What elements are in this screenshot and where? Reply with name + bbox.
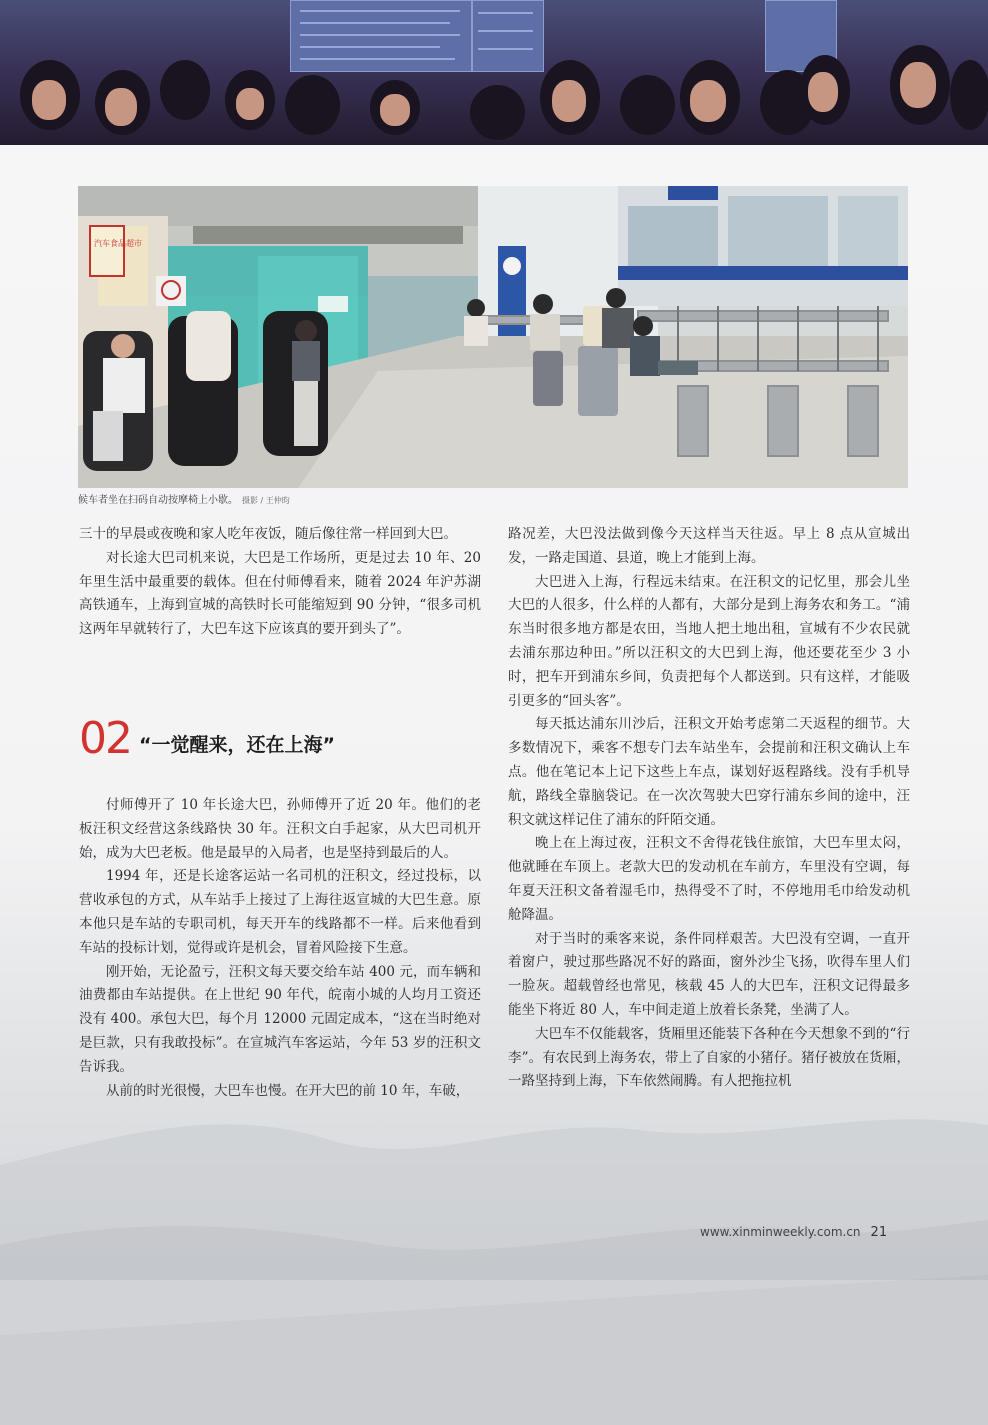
paragraph: 晚上在上海过夜，汪积文不舍得花钱住旅馆，大巴车里太闷，他就睡在车顶上。老款大巴的发动机在车前方，车里没有空调，每年夏天汪积文备着湿毛巾，热得受不了时，不停地用毛巾给发动机舱降温。 xyxy=(508,835,910,923)
section-heading xyxy=(79,714,335,764)
paragraph: 路况差，大巴没法做到像今天这样当天往返。早上 8 点从宣城出发，一路走国道、县道，晚上才能到上海。 xyxy=(508,526,910,566)
left-column xyxy=(79,523,481,642)
paragraph: 大巴进入上海，行程远未结束。在汪积文的记忆里，那会儿坐大巴的人很多，什么样的人都有，大部分是到上海务农和务工。“浦东当时很多地方都是农田，当地人把土地出租，宣城有不少农民就去浦东那边种田。”所以汪积文的大巴到上海，他还要花至少 3 小时，把车开到浦东乡间，负责把每个人都送到。只有这样，才能吸引更多的“回头客”。 xyxy=(508,573,910,709)
waiting-room-photo xyxy=(78,186,908,488)
paragraph: 刚开始，无论盈亏，汪积文每天要交给车站 400 元，而车辆和油费都由车站提供。在上世纪 90 年代，皖南小城的人均月工资还没有 400。承包大巴，每个月 12000 元固定成本，“这在当时绝对是巨款，只有我敢投标”。在宣城汽车客运站，今年 53 岁的汪积文告诉我。 xyxy=(79,963,481,1075)
paragraph: 从前的时光很慢，大巴车也慢。在开大巴的前 10 年，车破， xyxy=(106,1082,470,1099)
website-url: www.xinminweekly.com.cn xyxy=(700,1225,861,1239)
photo-credit: 摄影 / 王仲昀 xyxy=(242,496,290,505)
photo-caption xyxy=(78,491,290,506)
section-number: 02 xyxy=(79,713,131,764)
shop-sign: 汽车食品超市 xyxy=(94,239,142,248)
paragraph: 1994 年，还是长途客运站一名司机的汪积文，经过投标，以营收承包的方式，从车站手上接过了上海往返宣城的大巴生意。原本他只是车站的专职司机，每天开车的线路都不一样。后来他看到车站的投标计划，觉得或许是机会，冒着风险接下生意。 xyxy=(79,868,481,956)
left-column-continued xyxy=(79,794,481,1103)
section-title: “一觉醒来，还在上海” xyxy=(139,733,335,756)
paragraph: 付师傅开了 10 年长途大巴，孙师傅开了近 20 年。他们的老板汪积文经营这条线路快 30 年。汪积文白手起家，从大巴司机开始，成为大巴老板。他是最早的入局者，也是坚持到最后的人。 xyxy=(79,797,481,861)
schedule-board xyxy=(472,0,544,72)
caption-text: 候车者坐在扫码自动按摩椅上小歇。 xyxy=(78,495,238,506)
top-banner-photo xyxy=(0,0,988,145)
right-column xyxy=(508,523,910,1094)
paragraph: 大巴车不仅能载客，货厢里还能装下各种在今天想象不到的“行李”。有农民到上海务农，带上了自家的小猪仔。猪仔被放在货厢，一路坚持到上海，下车依然闹腾。有人把拖拉机 xyxy=(508,1025,910,1090)
paragraph: 对长途大巴司机来说，大巴是工作场所，更是过去 10 年、20 年里生活中最重要的载体。但在付师傅看来，随着 2024 年沪苏湖高铁通车，上海到宣城的高铁时长可能缩短到 90 分钟，“很多司机这两年早就转行了，大巴车这下应该真的要开到头了”。 xyxy=(79,549,481,638)
paragraph: 三十的早晨或夜晚和家人吃年夜饭，随后像往常一样回到大巴。 xyxy=(79,526,457,542)
page-number: 21 xyxy=(870,1225,888,1240)
page-footer xyxy=(700,1225,887,1240)
paragraph: 每天抵达浦东川沙后，汪积文开始考虑第二天返程的细节。大多数情况下，乘客不想专门去车站坐车，会提前和汪积文确认上车点。他在笔记本上记下这些上车点，谋划好返程路线。没有手机导航，路线全靠脑袋记。在一次次驾驶大巴穿行浦东乡间的途中，汪积文就这样记住了浦东的阡陌交通。 xyxy=(508,716,910,828)
paragraph: 对于当时的乘客来说，条件同样艰苦。大巴没有空调，一直开着窗户，驶过那些路况不好的路面，窗外沙尘飞扬，吹得车里人们一脸灰。超载曾经也常见，核载 45 人的大巴车，汪积文记得最多能坐下将近 80 人，车中间走道上放着长条凳，坐满了人。 xyxy=(508,930,910,1018)
